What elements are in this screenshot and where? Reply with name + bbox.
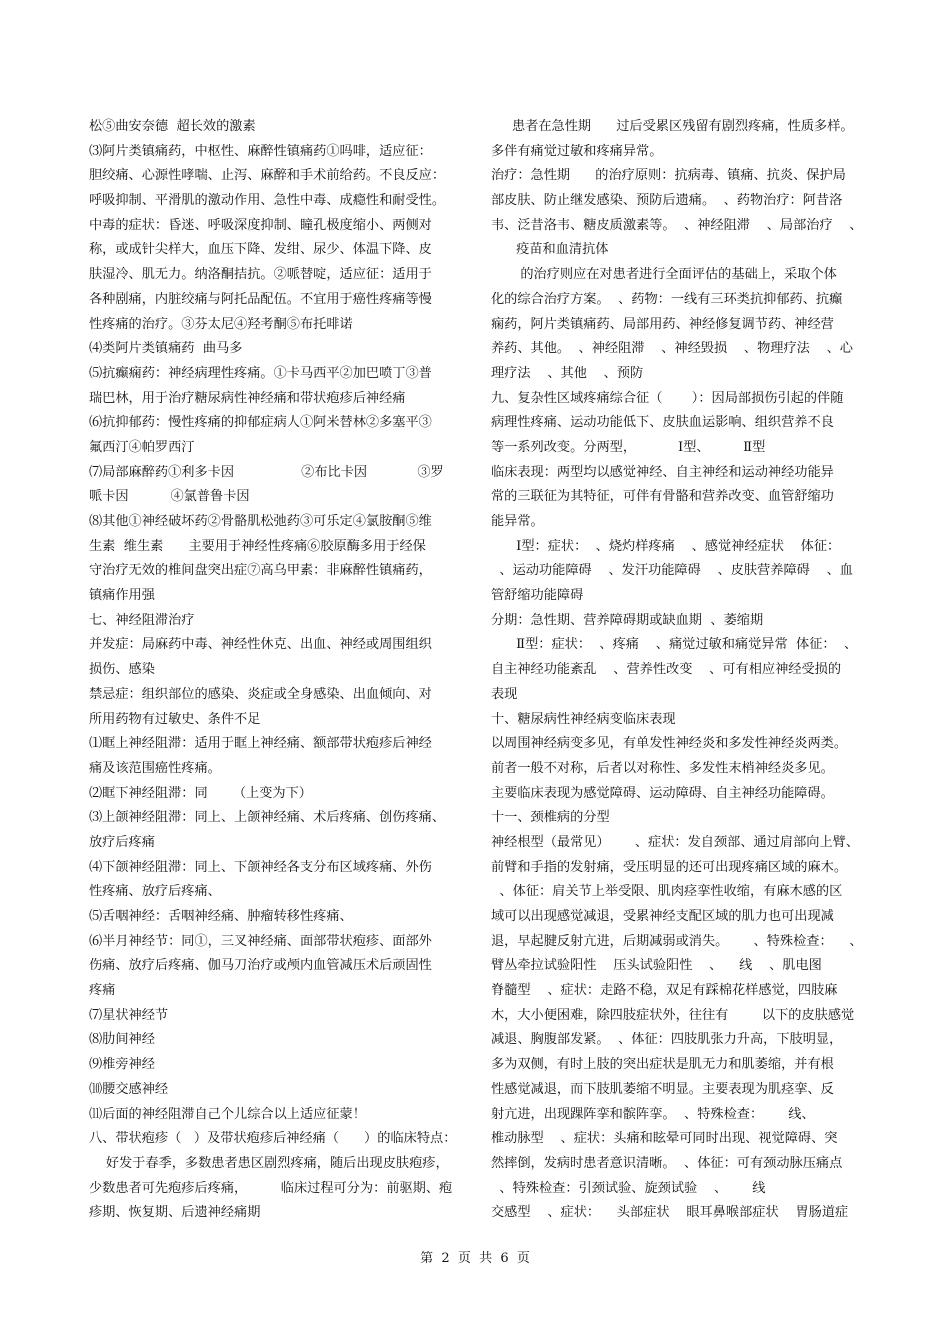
text-line: ⑵眶下神经阻滞：同 （上变为下） (89, 785, 312, 801)
text-line: 分期：急性期、营养障碍期或缺血期 、萎缩期 (491, 612, 764, 628)
text-line: 并发症：局麻药中毒、神经性休克、出血、神经或周围组织 (89, 637, 432, 653)
text-line: 八、带状疱疹（ ）及带状疱疹后神经痛（ ）的临床特点： (89, 1131, 457, 1147)
text-line: 十一、颈椎病的分型 (491, 810, 610, 826)
text-line: 胆绞痛、心源性哮喘、止泻、麻醉和手术前给药。不良反应： (89, 168, 446, 184)
text-line: Ⅱ型：症状： 、疼痛 、痛觉过敏和痛觉异常 体征： 、 (491, 637, 858, 653)
text-line: 神经根型（最常见） 、症状：发自颈部、通过肩部向上臂、 (491, 834, 860, 850)
text-line: 镇痛作用强 (89, 588, 155, 604)
text-line: 七、神经阻滞治疗 (89, 612, 195, 628)
text-line: 性感觉减退，而下肢肌萎缩不明显。主要表现为肌痉挛、反 (491, 1081, 834, 1097)
text-line: 患者在急性期 过后受累区残留有剧烈疼痛，性质多样。 (491, 119, 854, 134)
text-line: ⑷下颌神经阻滞：同上、下颌神经各支分布区域疼痛、外伤 (89, 859, 432, 875)
text-line: 自主神经功能紊乱 、营养性改变 、可有相应神经受损的 (491, 662, 842, 678)
text-line: ⑶上颌神经阻滞：同上、上颌神经痛、术后疼痛、创伤疼痛、 (89, 810, 446, 826)
text-line: 管舒缩功能障碍 (491, 588, 584, 604)
text-line: 松⑤曲安奈德 超长效的激素 (89, 119, 256, 134)
text-line: ⑻其他①神经破坏药②骨骼肌松弛药③可乐定④氯胺酮⑤维 (89, 514, 432, 529)
text-line: 痫药，阿片类镇痛药、局部用药、神经修复调节药、神经营 (491, 316, 834, 332)
text-line: 脊髓型 、症状：走路不稳，双足有踩棉花样感觉，四肢麻 (491, 983, 838, 999)
text-line: 退，早起腱反射亢进，后期减弱或消失。 、特殊检查： 、 (491, 933, 863, 949)
text-line: 、特殊检查：引颈试验、旋颈试验 、 线 (491, 1180, 766, 1196)
text-line: 生素 维生素 主要用于神经性疼痛⑥胶原酶多用于经保 (89, 538, 426, 554)
text-line: 化的综合治疗方案。 、药物：一线有三环类抗抑郁药、抗癫 (491, 291, 843, 307)
text-line: 伤痛、放疗后疼痛、伽马刀治疗或颅内血管减压术后顽固性 (89, 958, 432, 974)
text-line: Ⅰ型：症状： 、烧灼样疼痛 、感觉神经症状 体征： (491, 538, 841, 554)
text-line: 部皮肤、防止继发感染、预防后遗痛。 、药物治疗：阿昔洛 (491, 193, 843, 209)
text-line: 治疗：急性期 的治疗原则：抗病毒、镇痛、抗炎、保护局 (491, 168, 846, 184)
text-line: 交感型 、症状： 头部症状 眼耳鼻喉部症状 胃肠道症 (491, 1205, 849, 1221)
text-line: 域可以出现感觉减退，受累神经支配区域的肌力也可出现减 (491, 909, 834, 924)
text-line: ⑸抗癫痫药：神经病理性疼痛。①卡马西平②加巴喷丁③普 (89, 365, 432, 381)
text-line: 常的三联征为其特征，可伴有骨骼和营养改变、血管舒缩功 (491, 489, 834, 505)
text-line: ⑸舌咽神经：舌咽神经痛、肿瘤转移性疼痛、 (89, 909, 353, 924)
text-line: 臂丛牵拉试验阳性 压头试验阳性 、 线 、肌电图 (491, 958, 822, 974)
text-line: 、运动功能障碍 、发汗功能障碍 、皮肤营养障碍 、血 (491, 563, 853, 579)
text-line: ⑴眶上神经阻滞：适用于眶上神经痛、额部带状疱疹后神经 (89, 736, 432, 752)
text-line: 多为双侧，有时上肢的突出症状是肌无力和肌萎缩，并有根 (491, 1057, 834, 1073)
text-line: 禁忌症：组织部位的感染、炎症或全身感染、出血倾向、对 (89, 686, 432, 702)
text-line: ⑶阿片类镇痛药，中枢性、麻醉性镇痛药①吗啡，适应征： (89, 143, 432, 159)
text-line: ⑼椎旁神经 (89, 1057, 155, 1073)
text-line: 所用药物有过敏史、条件不足 (89, 711, 261, 727)
text-line: 瑞巴林，用于治疗糖尿病性神经痛和带状疱疹后神经痛 (89, 390, 406, 406)
text-line: 少数患者可先疱疹后疼痛， 临床过程可分为：前驱期、疱 (89, 1180, 453, 1196)
text-line: 然摔倒，发病时患者意识清晰。 、体征：可有颈动脉压痛点 (491, 1155, 843, 1171)
text-line: ⑻肋间神经 (89, 1032, 155, 1048)
text-line: 临床表现：两型均以感觉神经、自主神经和运动神经功能异 (491, 464, 834, 480)
text-line: 、体征：肩关节上举受限、肌肉痉挛性收缩，有麻木感的区 (491, 884, 843, 900)
text-line: 前臂和手指的发射痛，受压明显的还可出现疼痛区域的麻木。 (491, 859, 848, 875)
text-line: 好发于春季，多数患者患区剧烈疼痛，随后出现皮肤疱疹， (89, 1155, 449, 1171)
text-line: 疹期、恢复期、后遗神经痛期 (89, 1205, 261, 1221)
text-line: 疫苗和血清抗体 (491, 242, 609, 258)
text-line: 十、糖尿病性神经病变临床表现 (491, 711, 676, 727)
text-line: 主要临床表现为感觉障碍、运动障碍、自主神经功能障碍。 (491, 785, 834, 801)
text-line: ⑺星状神经节 (89, 1007, 169, 1023)
text-line: ⑺局部麻醉药①利多卡因 ②布比卡因 ③罗 (89, 464, 444, 480)
text-line: 韦、泛昔洛韦、糖皮质激素等。 、神经阻滞 、局部治疗 、 (491, 217, 863, 233)
text-line: 椎动脉型 、症状：头痛和眩晕可同时出现、视觉障碍、突 (491, 1131, 838, 1147)
text-line: 哌卡因 ④氯普鲁卡因 (89, 489, 250, 505)
text-line: 九、复杂性区域疼痛综合征（ ）：因局部损伤引起的伴随 (491, 390, 844, 406)
text-line: 称，或成针尖样大，血压下降、发绀、尿少、体温下降、皮 (89, 242, 432, 258)
text-line: ⑹半月神经节：同①，三叉神经痛、面部带状疱疹、面部外 (89, 933, 432, 949)
text-line: 理疗法 、其他 、预防 (491, 365, 644, 381)
text-line: 能异常。 (491, 514, 544, 529)
text-line: 多伴有痛觉过敏和疼痛异常。 (491, 143, 663, 159)
text-line: 疼痛 (89, 983, 116, 999)
text-line: 病理性疼痛、运动功能低下、皮肤血运影响、组织营养不良 (491, 415, 834, 431)
text-line: 损伤、感染 (89, 662, 155, 678)
text-line: ⑷类阿片类镇痛药 曲马多 (89, 341, 243, 357)
text-line: 养药、其他。 、神经阻滞 、神经毁损 、物理疗法 、心 (491, 341, 853, 357)
text-line: 木，大小便困难，除四肢症状外，往往有 以下的皮肤感觉 (491, 1007, 855, 1023)
text-line: 等一系列改变。分两型， Ⅰ型、 Ⅱ型 (491, 439, 766, 455)
text-line: 减退、胸腹部发紧。 、体征：四肢肌张力升高，下肢明显， (491, 1032, 843, 1048)
text-line: 以周围神经病变多见，有单发性神经炎和多发性神经炎两类。 (491, 736, 848, 752)
text-line: 各种剧痛，内脏绞痛与阿托品配伍。不宜用于癌性疼痛等慢 (89, 291, 432, 307)
left-column (89, 115, 467, 1226)
text-line: 的治疗则应在对患者进行全面评估的基础上，采取个体 (491, 267, 837, 283)
text-line: ⑹抗抑郁药：慢性疼痛的抑郁症病人①阿米替林②多塞平③ (89, 415, 432, 431)
text-line: 中毒的症状：昏迷、呼吸深度抑制、瞳孔极度缩小、两侧对 (89, 217, 432, 233)
text-line: 呼吸抑制、平滑肌的激动作用、急性中毒、成瘾性和耐受性。 (89, 193, 446, 209)
page-footer: 第 2 页 共 6 页 (420, 1251, 530, 1266)
text-line: 氟西汀④帕罗西汀 (89, 439, 195, 455)
text-line: 肤湿冷、肌无力。纳洛酮拮抗。②哌替啶，适应征：适用于 (89, 267, 432, 283)
text-line: ⑾后面的神经阻滞自己个儿综合以上适应征蒙！ (89, 1106, 366, 1122)
text-line: 射亢进，出现踝阵挛和髌阵挛。 、特殊检查： 线、 (491, 1106, 815, 1122)
text-line: 痛及该范围癌性疼痛。 (89, 760, 221, 776)
text-line: 表现 (491, 686, 518, 702)
right-column (491, 115, 869, 1226)
text-line: 放疗后疼痛 (89, 834, 155, 850)
text-line: 性疼痛的治疗。③芬太尼④羟考酮⑤布托啡诺 (89, 316, 353, 332)
text-line: 性疼痛、放疗后疼痛、 (89, 884, 221, 900)
text-line: 守治疗无效的椎间盘突出症⑦高乌甲素：非麻醉性镇痛药， (89, 563, 432, 579)
text-line: ⑽腰交感神经 (89, 1081, 169, 1097)
text-line: 前者一般不对称，后者以对称性、多发性末梢神经炎多见。 (491, 760, 834, 776)
